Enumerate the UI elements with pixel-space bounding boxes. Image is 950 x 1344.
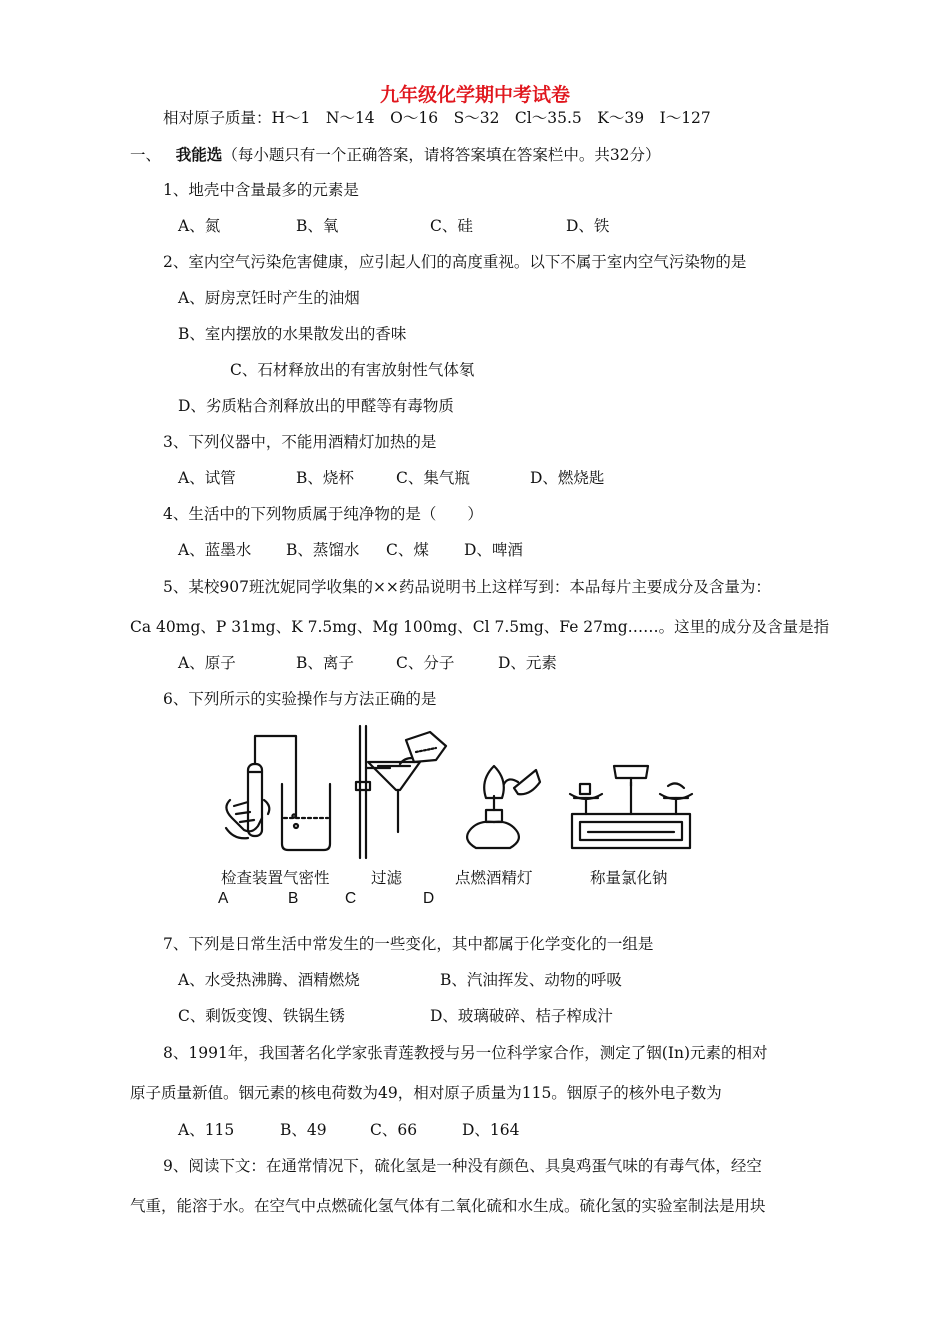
q8-option-a: A、115: [178, 1121, 235, 1139]
section-heading: [130, 145, 661, 165]
section-note: （每小题只有一个正确答案，请将答案填在答案栏中。共32分）: [222, 146, 661, 164]
q4-stem: 4、生活中的下列物质属于纯净物的是（ ）: [163, 505, 483, 523]
q3-option-b: B、烧杯: [296, 469, 354, 487]
q2-option-b: B、室内摆放的水果散发出的香味: [178, 325, 407, 343]
q2-stem: 2、室内空气污染危害健康，应引起人们的高度重视。以下不属于室内空气污染物的是: [163, 253, 747, 271]
q5-option-d: D、元素: [498, 654, 557, 672]
label-a: A: [218, 890, 229, 907]
q4-option-b: B、蒸馏水: [286, 541, 360, 559]
label-c: C: [345, 890, 357, 907]
section-number: 一、: [130, 146, 162, 164]
q4-option-c: C、煤: [386, 541, 429, 559]
q8-option-c: C、66: [370, 1121, 418, 1139]
q9-stem: 9、阅读下文：在通常情况下，硫化氢是一种没有颜色、具臭鸡蛋气味的有毒气体，经空: [163, 1157, 762, 1175]
q1-option-b: B、氧: [296, 217, 339, 235]
q5-stem-continued: Ca 40mg、P 31mg、K 7.5mg、Mg 100mg、Cl 7.5mg、Fe 27mg……。这里的成分及含量是指: [130, 618, 830, 636]
q6-stem: 6、下列所示的实验操作与方法正确的是: [163, 690, 437, 708]
q7-option-a: A、水受热沸腾、酒精燃烧: [178, 971, 360, 989]
q3-option-d: D、燃烧匙: [530, 469, 605, 487]
q8-stem: 8、1991年，我国著名化学家张青莲教授与另一位科学家合作，测定了铟(In)元素的相对: [163, 1044, 768, 1062]
q8-option-b: B、49: [280, 1121, 327, 1139]
q7-option-c: C、剩饭变馊、铁锅生锈: [178, 1007, 345, 1025]
q7-option-b: B、汽油挥发、动物的呼吸: [440, 971, 622, 989]
q2-option-c: C、石材释放出的有害放射性气体氡: [230, 361, 475, 379]
q8-option-d: D、164: [462, 1121, 520, 1139]
q7-option-d: D、玻璃破碎、桔子榨成汁: [430, 1007, 613, 1025]
caption-filtration: 过滤: [371, 870, 403, 887]
q5-stem: 5、某校907班沈妮同学收集的××药品说明书上这样写到：本品每片主要成分及含量为：: [163, 578, 771, 596]
q3-option-c: C、集气瓶: [396, 469, 470, 487]
q5-option-c: C、分子: [396, 654, 455, 672]
section-title: 我能选: [175, 145, 223, 164]
q4-option-d: D、啤酒: [464, 541, 523, 559]
q3-stem: 3、下列仪器中，不能用酒精灯加热的是: [163, 433, 437, 451]
q2-option-a: A、厨房烹饪时产生的油烟: [178, 289, 360, 307]
q1-option-d: D、铁: [566, 217, 610, 235]
q1-option-a: A、氮: [178, 217, 221, 235]
q5-option-a: A、原子: [178, 654, 236, 672]
label-b: B: [288, 890, 299, 907]
balance-illustration: [570, 766, 692, 848]
atomic-masses: 相对原子质量：H～1 N～14 O～16 S～32 Cl～35.5 K～39 I～127: [163, 109, 711, 127]
label-d: D: [423, 890, 435, 907]
q4-option-a: A、蓝墨水: [178, 541, 252, 559]
lab-operations-figure: [218, 722, 698, 862]
q8-stem-continued: 原子质量新值。铟元素的核电荷数为49，相对原子质量为115。铟原子的核外电子数为: [130, 1084, 722, 1102]
filtration-illustration: [356, 726, 446, 858]
q3-option-a: A、试管: [178, 469, 236, 487]
q2-option-d: D、劣质粘合剂释放出的甲醛等有毒物质: [178, 397, 454, 415]
airtightness-check-illustration: [226, 736, 330, 850]
caption-weighing: 称量氯化钠: [590, 870, 668, 887]
q1-stem: 1、地壳中含量最多的元素是: [163, 181, 359, 199]
caption-airtightness: 检查装置气密性: [221, 870, 330, 887]
q7-stem: 7、下列是日常生活中常发生的一些变化，其中都属于化学变化的一组是: [163, 935, 654, 953]
caption-alcohol-lamp: 点燃酒精灯: [455, 870, 533, 887]
alcohol-lamp-illustration: [467, 766, 540, 848]
q1-option-c: C、硅: [430, 217, 473, 235]
q9-stem-continued: 气重，能溶于水。在空气中点燃硫化氢气体有二氧化硫和水生成。硫化氢的实验室制法是用块: [130, 1197, 766, 1215]
exam-title: 九年级化学期中考试卷: [379, 84, 570, 106]
q5-option-b: B、离子: [296, 654, 354, 672]
